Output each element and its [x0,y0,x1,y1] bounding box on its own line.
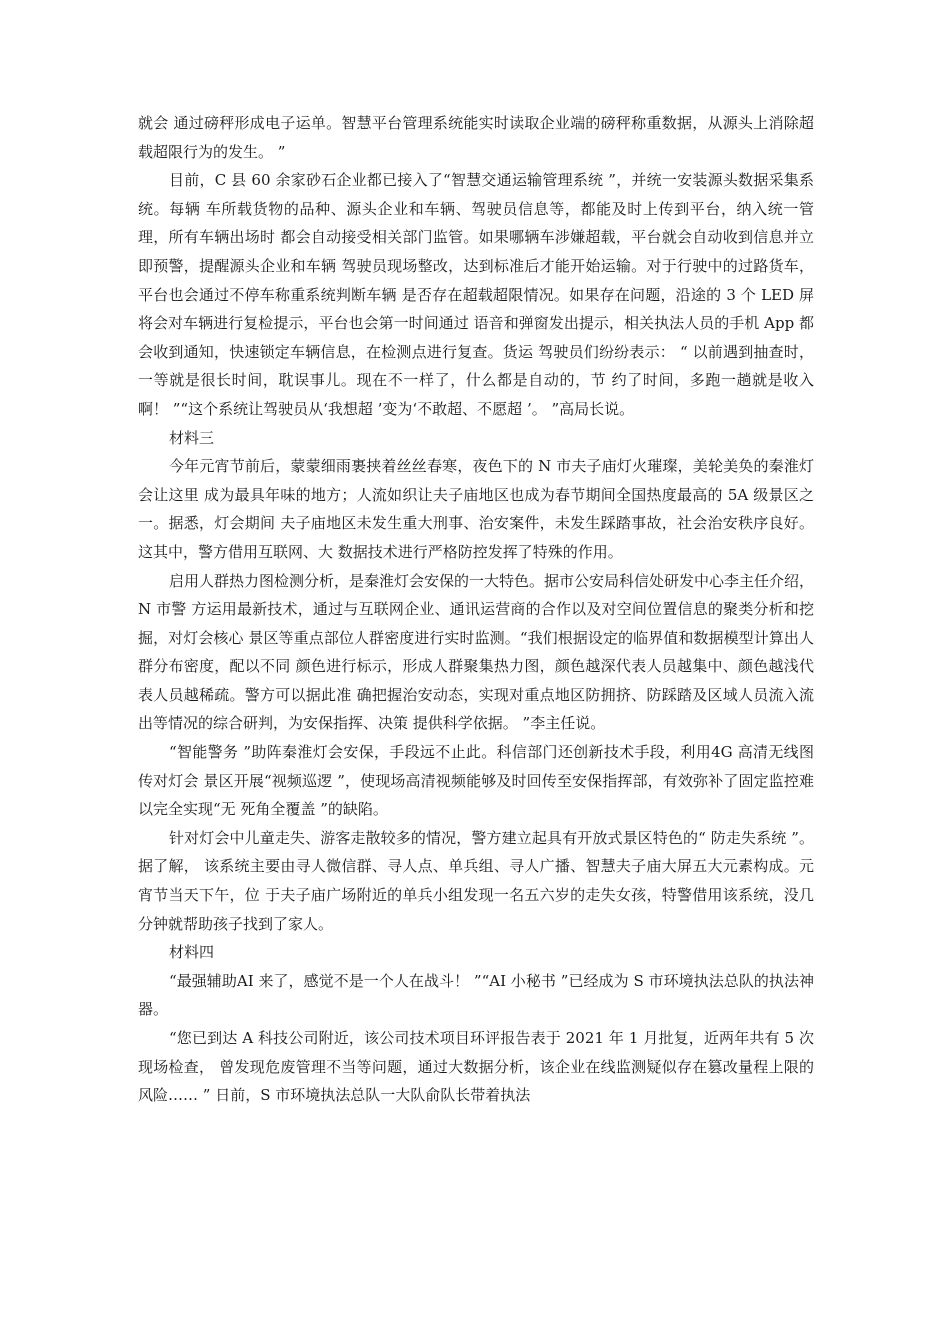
paragraph-heat-map: 启用人群热力图检测分析，是秦淮灯会安保的一大特色。据市公安局科信处研发中心李主任介绍，N 市警 方运用最新技术，通过与互联网企业、通讯运营商的合作以及对空间位置信息的聚类分析和挖掘，对灯会核心 景区等重点部位人群密度进行实时监测。“我们根据设定的临界值和数据模型计算出人群分布密度，配以不同 颜色进行标示，形成人群聚集热力图，颜色越深代表人员越集中、颜色越浅代表人员越稀疏。警方可以据此准 确把握治安动态，实现对重点地区防拥挤、防踩踏及区域人员流入流出等情况的综合研判，为安保指挥、决策 提供科学依据。 ”李主任说。 [138,571,815,733]
section-heading-material-four: 材料四 [169,943,215,962]
section-heading-material-three: 材料三 [169,428,215,447]
document-body [138,109,814,1110]
paragraph-lantern-festival: 今年元宵节前后，蒙蒙细雨裹挟着丝丝春寒，夜色下的 N 市夫子庙灯火璀璨，美轮美奂的秦淮灯会让这里 成为最具年味的地方；人流如织让夫子庙地区也成为春节期间全国热度最高的 5A 级景区之一。据悉，灯会期间 夫子庙地区未发生重大刑事、治安案件，未发生踩踏事故，社会治安秩序良好。这其中，警方借用互联网、大 数据技术进行严格防控发挥了特殊的作用。 [138,457,814,561]
paragraph-c-county-system: 目前，C 县 60 余家砂石企业都已接入了“智慧交通运输管理系统 ”，并统一安装源头数据采集系统。每辆 车所载货物的品种、源头企业和车辆、驾驶员信息等，都能及时上传到平台，纳入统一管理，所有车辆出场时 都会自动接受相关部门监管。如果哪辆车涉嫌超载，平台就会自动收到信息并立即预警，提醒源头企业和车辆 驾驶员现场整改，达到标准后才能开始运输。对于行驶中的过路货车，平台也会通过不停车称重系统判断车辆 是否存在超载超限情况。如果存在问题，沿途的 3 个 LED 屏将会对车辆进行复检提示，平台也会第一时间通过 语音和弹窗发出提示，相关执法人员的手机 App 都会收到通知，快速锁定车辆信息，在检测点进行复查。货运 驾驶员们纷纷表示： “ 以前遇到抽查时，一等就是很长时间，耽误事儿。现在不一样了，什么都是自动的，节 约了时间，多跑一趟就是收入啊！ ”“这个系统让驾驶员从‘我想超 ’变为‘不敢超、不愿超 ’。 ”高局长说。 [138,171,814,418]
paragraph-continued: 就会 通过磅秤形成电子运单。智慧平台管理系统能实时读取企业端的磅秤称重数据，从源头上消除超载超限行为的发生。 ” [138,114,814,161]
paragraph-smart-policing: “智能警务 ”助阵秦淮灯会安保，手段远不止此。科信部门还创新技术手段，利用4G 高清无线图传对灯会 景区开展“视频巡逻 ”，使现场高清视频能够及时回传至安保指挥部，有效弥补了固定监控难以完全实现“无 死角全覆盖 ”的缺陷。 [138,743,814,819]
paragraph-anti-lost-system: 针对灯会中儿童走失、游客走散较多的情况，警方建立起具有开放式景区特色的“ 防走失系统 ”。据了解， 该系统主要由寻人微信群、寻人点、单兵组、寻人广播、智慧夫子庙大屏五大元素构成。元宵节当天下午，位 于夫子庙广场附近的单兵小组发现一名五六岁的走失女孩，特警借用该系统，没几分钟就帮助孩子找到了家人。 [138,828,814,933]
paragraph-enforcement: “您已到达 A 科技公司附近，该公司技术项目环评报告表于 2021 年 1 月批复，近两年共有 5 次现场检查， 曾发现危废管理不当等问题，通过大数据分析，该企业在线监测疑似存在篡改量程上限的风险…… ” 日前，S 市环境执法总队一大队俞队长带着执法 [138,1029,814,1105]
paragraph-ai-assistant: “最强辅助AI 来了，感觉不是一个人在战斗！ ”“AI 小秘书 ”已经成为 S 市环境执法总队的执法神器。 [138,971,814,1019]
